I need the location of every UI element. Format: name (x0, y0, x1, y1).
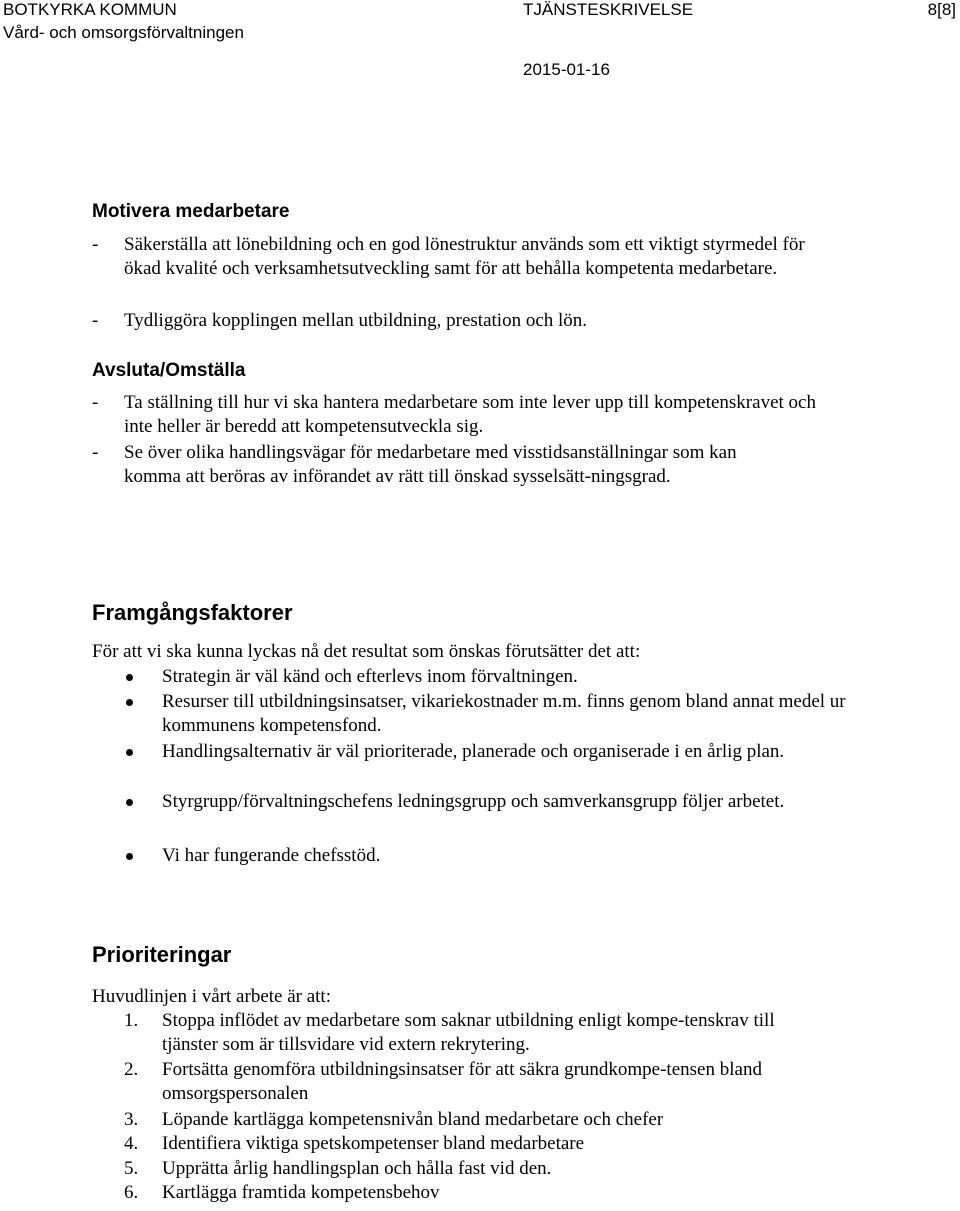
bullet-item: Vi har fungerande chefsstöd. (162, 845, 381, 866)
bullet-item: Resurser till utbildningsinsatser, vikariekostnader m.m. finns genom bland annat medel ur kommunens kompetensfond. (162, 691, 846, 736)
dash-marker: - (92, 392, 99, 413)
section-heading-avsluta: Avsluta/Omställa (92, 360, 246, 381)
list-number: 3. (124, 1109, 139, 1130)
document-date: 2015-01-16 (523, 60, 610, 79)
numbered-item: Fortsätta genomföra utbildningsinsatser för att säkra grundkompe-tensen bland omsorgspersonalen (162, 1059, 762, 1104)
list-item: Tydliggöra kopplingen mellan utbildning, prestation och lön. (124, 310, 588, 331)
numbered-item: Stoppa inflödet av medarbetare som saknar utbildning enligt kompe-tenskrav till tjänster som är tillsvidare vid extern rekrytering. (162, 1010, 775, 1055)
dash-marker: - (92, 234, 99, 255)
section-intro: För att vi ska kunna lyckas nå det resultat som önskas förutsätter det att: (92, 641, 641, 662)
numbered-item: Löpande kartlägga kompetensnivån bland medarbetare och chefer (162, 1109, 664, 1130)
list-number: 4. (124, 1133, 139, 1154)
dash-marker: - (92, 310, 99, 331)
dash-marker: - (92, 442, 99, 463)
document-type: TJÄNSTESKRIVELSE (523, 0, 694, 19)
numbered-item: Kartlägga framtida kompetensbehov (162, 1182, 440, 1203)
section-heading-framgangsfaktorer: Framgångsfaktorer (92, 600, 293, 625)
section-heading-prioriteringar: Prioriteringar (92, 942, 232, 967)
bullet-item: Handlingsalternativ är väl prioriterade, planerade och organiserade i en årlig plan. (162, 741, 785, 762)
bullet-icon (126, 699, 133, 706)
list-number: 2. (124, 1059, 139, 1080)
bullet-icon (126, 749, 133, 756)
bullet-item: Styrgrupp/förvaltningschefens ledningsgrupp och samverkansgrupp följer arbetet. (162, 791, 785, 812)
bullet-icon (126, 853, 133, 860)
page-number: 8[8] (927, 0, 956, 19)
section-intro: Huvudlinjen i vårt arbete är att: (92, 986, 331, 1007)
list-number: 1. (124, 1010, 139, 1031)
department-name: Vård- och omsorgsförvaltningen (3, 23, 244, 42)
organization-name: BOTKYRKA KOMMUN (3, 0, 177, 19)
list-number: 5. (124, 1158, 139, 1179)
bullet-icon (126, 799, 133, 806)
bullet-icon (126, 674, 133, 681)
list-item: Se över olika handlingsvägar för medarbetare med visstidsanställningar som kan komma att beröras av införandet av rätt till önskad sysselsätt-ningsgrad. (124, 442, 737, 487)
list-item: Säkerställa att lönebildning och en god lönestruktur används som ett viktigt styrmedel för ökad kvalité och verksamhetsutveckling samt för att behålla kompetenta medarbetare. (124, 234, 805, 279)
section-heading-motivera: Motivera medarbetare (92, 201, 290, 222)
list-number: 6. (124, 1182, 139, 1203)
list-item: Ta ställning till hur vi ska hantera medarbetare som inte lever upp till kompetenskravet och inte heller är beredd att kompetensutveckla sig. (124, 392, 816, 437)
numbered-item: Upprätta årlig handlingsplan och hålla fast vid den. (162, 1158, 552, 1179)
numbered-item: Identifiera viktiga spetskompetenser bland medarbetare (162, 1133, 585, 1154)
bullet-item: Strategin är väl känd och efterlevs inom förvaltningen. (162, 666, 578, 687)
